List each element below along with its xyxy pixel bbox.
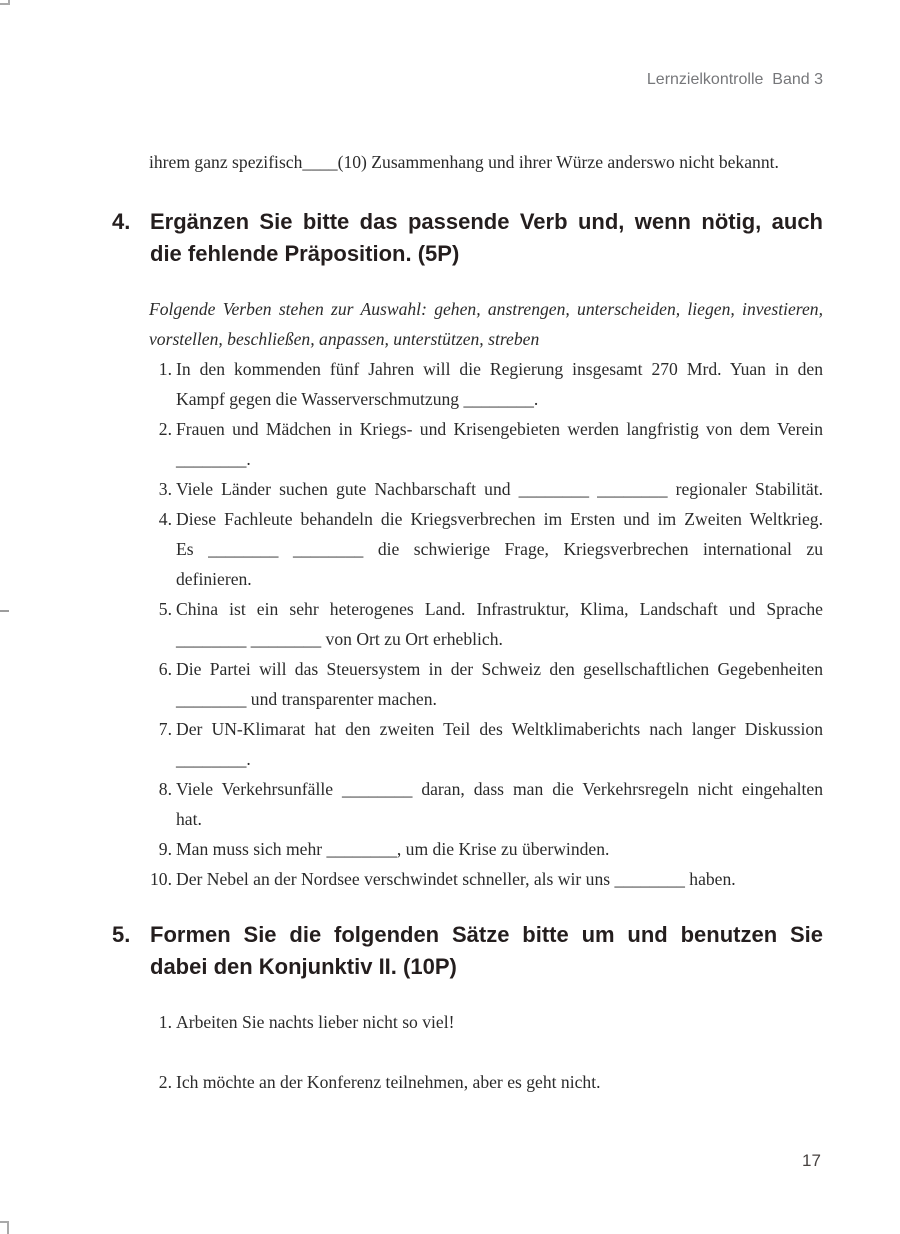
section-4-title-line: die fehlende Präposition. (5P) bbox=[150, 241, 460, 266]
item-line: In den kommenden fünf Jahren will die Regierung insgesamt 270 Mrd. Yuan in den bbox=[176, 359, 823, 379]
item-number: 3. bbox=[158, 479, 172, 499]
page-number: 17 bbox=[802, 1151, 821, 1170]
item-line: Diese Fachleute behandeln die Kriegsverbrechen im Ersten und im Zweiten Weltkrieg. bbox=[176, 509, 823, 529]
item-number: 1. bbox=[158, 1012, 172, 1032]
section-5-number: 5. bbox=[112, 922, 131, 947]
item-line: China ist ein sehr heterogenes Land. Infrastruktur, Klima, Landschaft und Sprache bbox=[176, 599, 823, 619]
exercise-item-9 bbox=[110, 834, 823, 864]
item-line: definieren. bbox=[176, 569, 252, 589]
item-number: 7. bbox=[158, 719, 172, 739]
exercise-item-2 bbox=[110, 1067, 823, 1097]
running-header: Lernzielkontrolle Band 3 bbox=[646, 71, 823, 88]
item-line: hat. bbox=[176, 809, 202, 829]
item-number: 6. bbox=[158, 659, 172, 679]
item-number: 10. bbox=[150, 869, 172, 889]
item-line: ________ und transparenter machen. bbox=[176, 689, 437, 709]
section-5-title-line: dabei den Konjunktiv II. (10P) bbox=[150, 954, 457, 979]
exercise-item-2 bbox=[110, 414, 823, 474]
section-4-exercise-list bbox=[110, 354, 823, 894]
exercise-item-5 bbox=[110, 594, 823, 654]
section-4-title-line: Ergänzen Sie bitte das passende Verb und, wenn nötig, auch bbox=[150, 209, 823, 234]
exercise-item-1 bbox=[110, 1007, 823, 1037]
verb-bank-line: Folgende Verben stehen zur Auswahl: gehen, anstrengen, unterscheiden, liegen, investieren, bbox=[149, 299, 823, 319]
section-4-title bbox=[150, 206, 823, 270]
exercise-item-3 bbox=[110, 474, 823, 504]
exercise-item-4 bbox=[110, 504, 823, 594]
verb-bank bbox=[149, 294, 823, 354]
exercise-item-7 bbox=[110, 714, 823, 774]
exercise-item-10 bbox=[110, 864, 823, 894]
verb-bank-line: vorstellen, beschließen, anpassen, unterstützen, streben bbox=[149, 329, 540, 349]
item-line: Kampf gegen die Wasserverschmutzung ________. bbox=[176, 389, 539, 409]
section-5-title bbox=[150, 919, 823, 983]
section-5-title-line: Formen Sie die folgenden Sätze bitte um und benutzen Sie bbox=[150, 922, 823, 947]
crop-mark-top-left-vertical bbox=[8, 0, 10, 5]
crop-mark-left bbox=[0, 610, 9, 612]
item-line: Die Partei will das Steuersystem in der Schweiz den gesellschaftlichen Gegebenheiten bbox=[176, 659, 823, 679]
item-line: ________. bbox=[176, 749, 251, 769]
section-4-number: 4. bbox=[112, 209, 131, 234]
crop-mark-bottom-left-vertical bbox=[7, 1221, 9, 1234]
carryover-text-line: ihrem ganz spezifisch____(10) Zusammenhang und ihrer Würze anderswo nicht bekannt. bbox=[149, 152, 779, 172]
item-line: Der UN-Klimarat hat den zweiten Teil des Weltklimaberichts nach langer Diskussion bbox=[176, 719, 823, 739]
item-number: 5. bbox=[158, 599, 172, 619]
item-line: Arbeiten Sie nachts lieber nicht so viel! bbox=[176, 1012, 455, 1032]
section-4-heading bbox=[112, 206, 823, 270]
item-line: ________. bbox=[176, 449, 251, 469]
item-line: Frauen und Mädchen in Kriegs- und Krisengebieten werden langfristig von dem Verein bbox=[176, 419, 823, 439]
item-line: Viele Länder suchen gute Nachbarschaft und ________ ________ regionaler Stabilität. bbox=[176, 479, 823, 499]
section-5-exercise-list bbox=[110, 1007, 823, 1097]
item-number: 2. bbox=[158, 419, 172, 439]
item-line: Ich möchte an der Konferenz teilnehmen, aber es geht nicht. bbox=[176, 1072, 601, 1092]
item-line: ________ ________ von Ort zu Ort erheblich. bbox=[176, 629, 503, 649]
item-number: 4. bbox=[158, 509, 172, 529]
exercise-item-8 bbox=[110, 774, 823, 834]
item-number: 9. bbox=[158, 839, 172, 859]
exercise-item-6 bbox=[110, 654, 823, 714]
exercise-item-1 bbox=[110, 354, 823, 414]
section-5-heading bbox=[112, 919, 823, 983]
item-number: 2. bbox=[158, 1072, 172, 1092]
item-number: 1. bbox=[158, 359, 172, 379]
item-line: Der Nebel an der Nordsee verschwindet schneller, als wir uns ________ haben. bbox=[176, 869, 736, 889]
item-number: 8. bbox=[158, 779, 172, 799]
item-line: Man muss sich mehr ________, um die Krise zu überwinden. bbox=[176, 839, 610, 859]
item-line: Viele Verkehrsunfälle ________ daran, dass man die Verkehrsregeln nicht eingehalten bbox=[176, 779, 823, 799]
item-line: Es ________ ________ die schwierige Frage, Kriegsverbrechen international zu bbox=[176, 539, 823, 559]
